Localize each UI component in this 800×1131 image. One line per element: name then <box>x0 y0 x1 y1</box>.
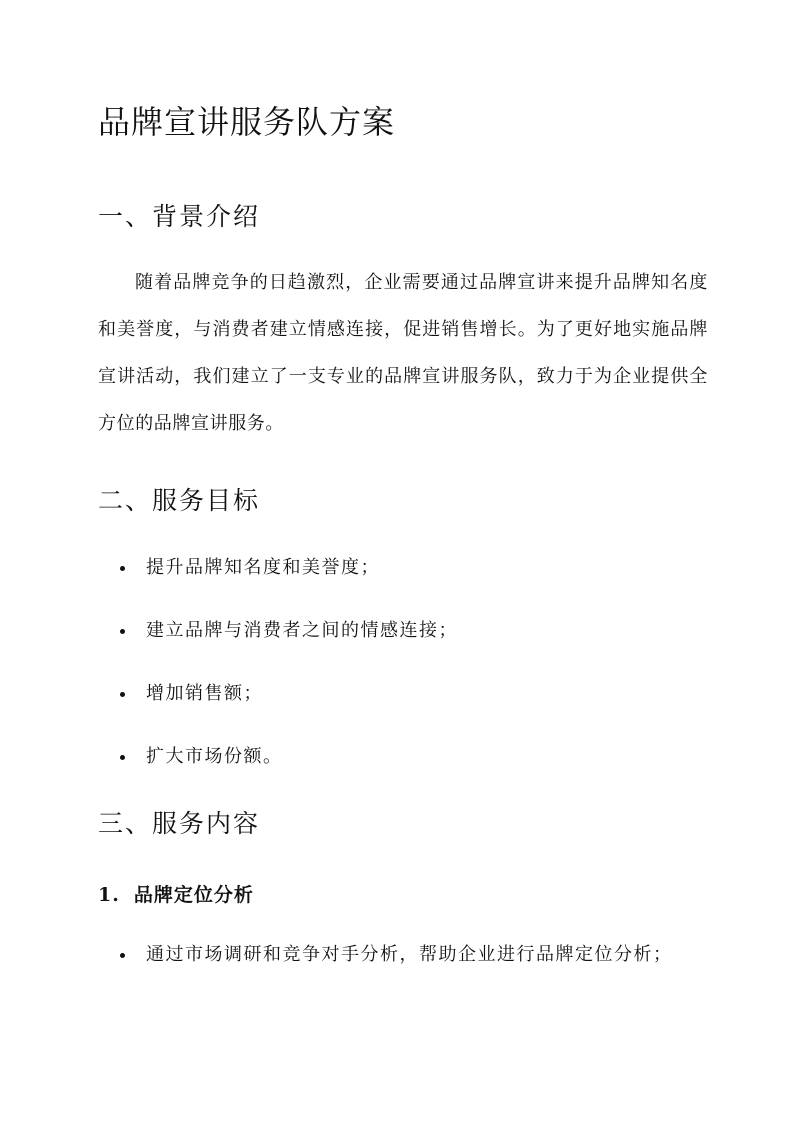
list-item-text: 提升品牌知名度和美誉度； <box>146 557 380 578</box>
section-heading-services: 三、服务内容 <box>98 809 261 838</box>
background-paragraph: 随着品牌竞争的日趋激烈，企业需要通过品牌宣讲来提升品牌知名度和美誉度，与消费者建立情感连接，促进销售增长。为了更好地实施品牌宣讲活动，我们建立了一支专业的品牌宣讲服务队，致力于为企业提供全方位的品牌宣讲服务。 <box>98 272 708 434</box>
list-item-text: 扩大市场份额。 <box>146 746 283 767</box>
section-heading-background: 一、背景介绍 <box>98 202 261 231</box>
bullet-icon <box>120 692 125 697</box>
bullet-icon <box>120 755 125 760</box>
subsection-title: 品牌定位分析 <box>133 884 254 906</box>
list-item-text: 建立品牌与消费者之间的情感连接； <box>146 620 458 641</box>
document-title: 品牌宣讲服务队方案 <box>98 103 396 141</box>
list-item <box>120 555 458 618</box>
list-item <box>120 927 700 983</box>
subsection-heading <box>98 880 254 907</box>
bullet-icon <box>120 566 125 571</box>
list-item <box>120 744 458 807</box>
goals-list <box>120 555 458 807</box>
section-heading-goals: 二、服务目标 <box>98 486 261 515</box>
subsection-number: 1. <box>98 884 120 906</box>
list-item <box>120 618 458 681</box>
list-item-text: 增加销售额； <box>146 683 263 704</box>
bullet-icon <box>120 629 125 634</box>
list-item <box>120 681 458 744</box>
list-item-text: 通过市场调研和竞争对手分析，帮助企业进行品牌定位分析； <box>146 944 673 965</box>
bullet-icon <box>120 953 125 958</box>
positioning-list <box>120 942 700 983</box>
